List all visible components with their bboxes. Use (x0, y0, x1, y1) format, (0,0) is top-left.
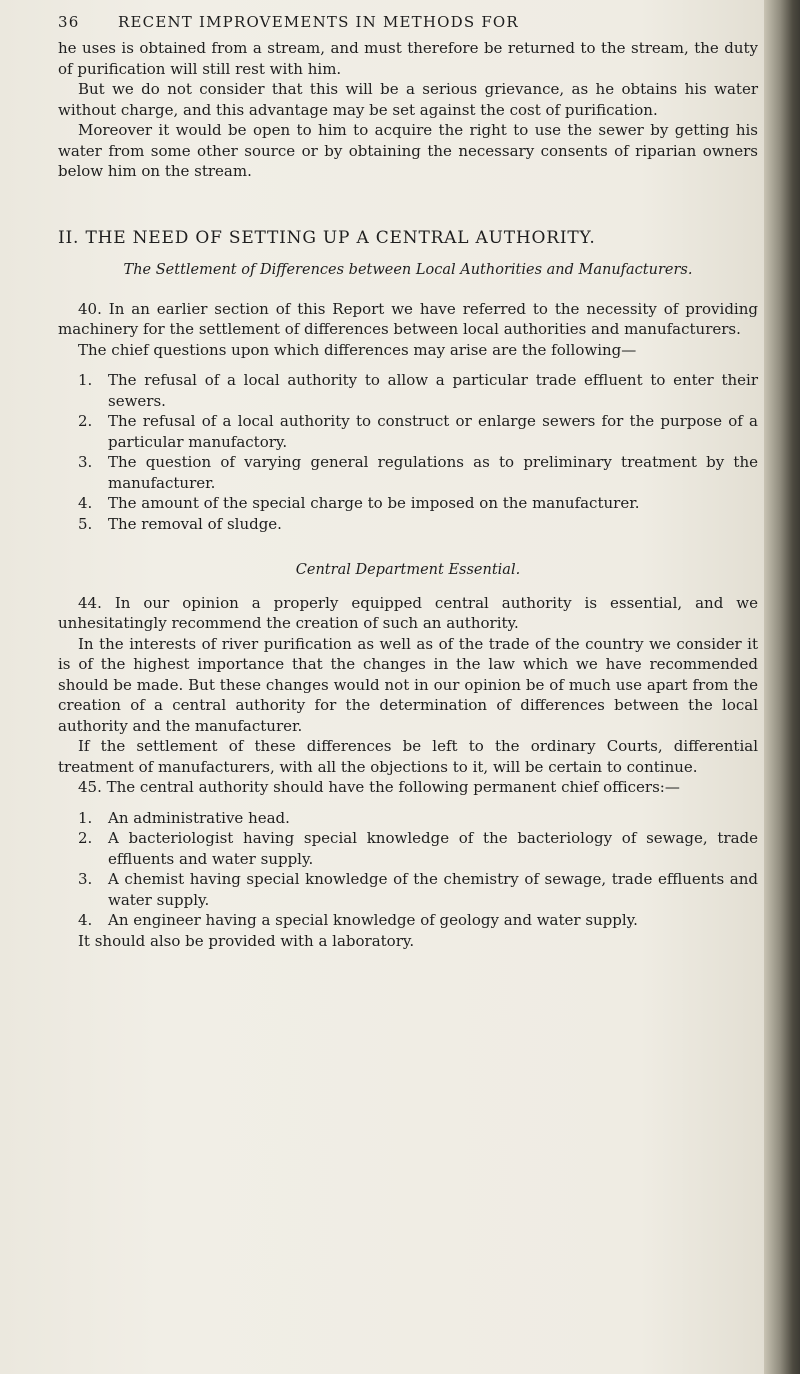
list-text: A bacteriologist having special knowledge of the bacteriology of sewage, trade effluents and water supply. (108, 829, 758, 868)
page-content (58, 12, 758, 951)
paragraph: If the settlement of these differences be left to the ordinary Courts, differential treatment of manufacturers, with all the objections to it, will be certain to continue. (58, 737, 758, 776)
paragraph: 45. The central authority should have the following permanent chief officers:— (78, 778, 680, 796)
paragraph: It should also be provided with a laboratory. (78, 931, 415, 950)
list-number: 4. (78, 911, 93, 929)
list-number: 5. (78, 514, 93, 533)
list-number: 3. (78, 870, 93, 888)
list-item (58, 370, 758, 411)
list-text: A chemist having special knowledge of the chemistry of sewage, trade effluents and water supply. (108, 870, 758, 909)
paragraph: In the interests of river purification as well as of the trade of the country we consider it is of the highest importance that the changes in the law which we have recommended should be made. But these changes would not in our opinion be of much use apart from the creation of a central authority for the determination of differences between the local authority and the manufacturer. (58, 634, 758, 735)
list-number: 3. (78, 453, 93, 471)
list-number: 1. (78, 371, 93, 389)
paragraph: Moreover it would be open to him to acquire the right to use the sewer by getting his water from some other source or by obtaining the necessary consents of riparian owners below him on the stream. (58, 121, 758, 180)
central-text (58, 593, 758, 798)
page-edge-shadow (764, 0, 800, 1374)
list-item (58, 910, 758, 931)
list-item (58, 514, 758, 535)
list-text: The amount of the special charge to be imposed on the manufacturer. (108, 494, 640, 512)
list-text: An engineer having a special knowledge of geology and water supply. (108, 911, 638, 929)
closing-text (58, 931, 758, 952)
intro-text (58, 38, 758, 182)
list-text: The refusal of a local authority to construct or enlarge sewers for the purpose of a particular manufactory. (108, 412, 758, 451)
list-item (58, 828, 758, 869)
section-subheading: The Settlement of Differences between Local Authorities and Manufacturers. (123, 262, 693, 278)
list-item (58, 869, 758, 910)
list-item (58, 411, 758, 452)
list-number: 1. (78, 808, 93, 827)
list-item (58, 808, 758, 829)
list-text: The refusal of a local authority to allow a particular trade effluent to enter their sewers. (108, 371, 758, 410)
list-text: An administrative head. (108, 808, 290, 827)
paragraph: But we do not consider that this will be a serious grievance, as he obtains his water without charge, and this advantage may be set against the cost of purification. (58, 80, 758, 119)
list-text: The question of varying general regulations as to preliminary treatment by the manufacturer. (108, 453, 758, 492)
list-item (58, 452, 758, 493)
list-item (58, 493, 758, 514)
list-text: The removal of sludge. (108, 514, 282, 533)
list-number: 2. (78, 829, 93, 847)
paragraph: he uses is obtained from a stream, and must therefore be returned to the stream, the duty of purification will still rest with him. (58, 39, 758, 78)
section-heading: II. THE NEED OF SETTING UP A CENTRAL AUTHORITY. (58, 227, 596, 248)
section-text (58, 299, 758, 361)
paragraph: 40. In an earlier section of this Report we have referred to the necessity of providing machinery for the settlement of differences between local authorities and manufacturers. (58, 299, 758, 338)
section-subheading: Central Department Essential. (295, 562, 521, 578)
running-title: RECENT IMPROVEMENTS IN METHODS FOR (118, 13, 519, 31)
differences-list (58, 370, 758, 534)
paragraph: 44. In our opinion a properly equipped central authority is essential, and we unhesitatingly recommend the creation of such an authority. (58, 593, 758, 632)
paragraph: The chief questions upon which differences may arise are the following— (78, 340, 637, 359)
page-number: 36 (58, 13, 80, 31)
running-header (58, 12, 758, 38)
officers-list (58, 808, 758, 931)
list-number: 4. (78, 494, 93, 512)
list-number: 2. (78, 412, 93, 430)
